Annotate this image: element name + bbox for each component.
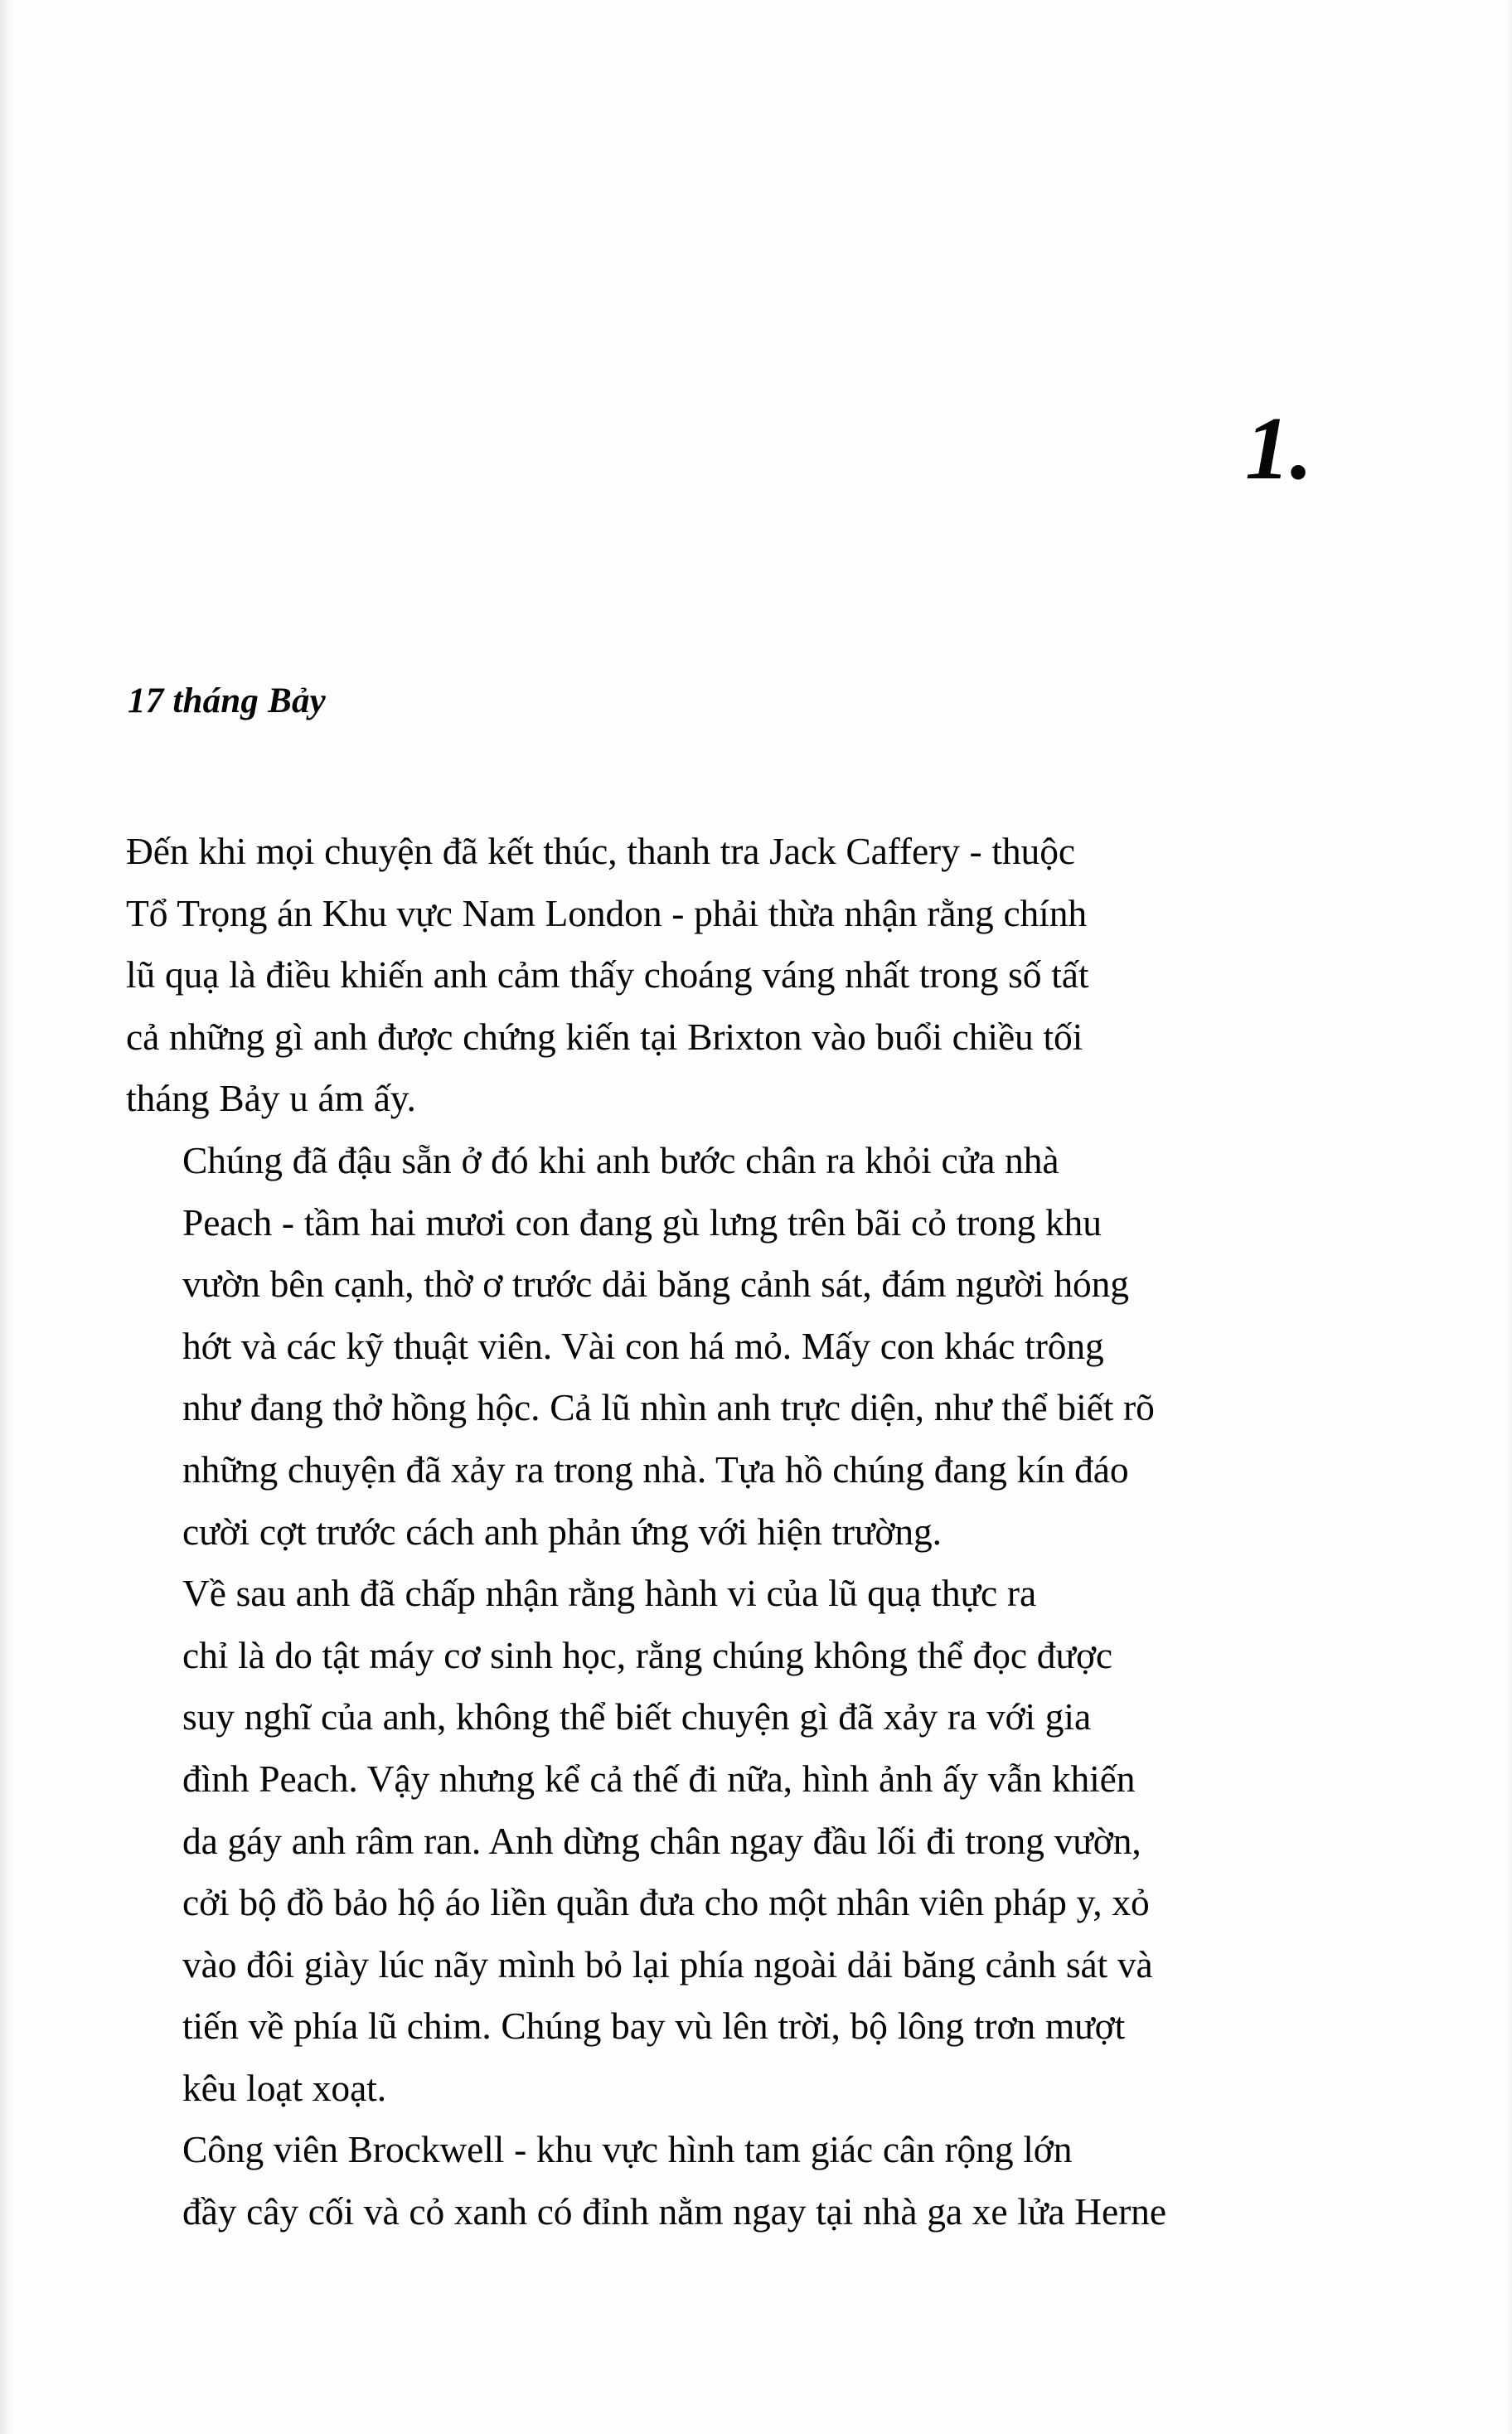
body-line: cởi bộ đồ bảo hộ áo liền quần đưa cho một nhân viên pháp y, xỏ [182, 1881, 1150, 1924]
body-line: đình Peach. Vậy nhưng kể cả thế đi nữa, hình ảnh ấy vẫn khiến [182, 1757, 1136, 1800]
body-line: cười cợt trước cách anh phản ứng với hiện trường. [182, 1510, 942, 1553]
body-line: suy nghĩ của anh, không thể biết chuyện gì đã xảy ra với gia [182, 1695, 1092, 1738]
body-line: hớt và các kỹ thuật viên. Vài con há mỏ. Mấy con khác trông [182, 1324, 1104, 1367]
body-line: vườn bên cạnh, thờ ơ trước dải băng cảnh sát, đám người hóng [182, 1263, 1129, 1306]
body-line: cả những gì anh được chứng kiến tại Brixton vào buổi chiều tối [126, 1015, 1083, 1058]
body-text [126, 821, 1313, 2243]
body-line: Công viên Brockwell - khu vực hình tam giác cân rộng lớn [182, 2128, 1073, 2171]
page-content [126, 0, 1313, 2434]
scan-edge-left [0, 0, 22, 2434]
body-paragraph [126, 821, 1313, 1130]
body-line: Tổ Trọng án Khu vực Nam London - phải thừa nhận rằng chính [126, 891, 1088, 934]
body-line: lũ quạ là điều khiến anh cảm thấy choáng váng nhất trong số tất [126, 953, 1089, 996]
body-line: tiến về phía lũ chim. Chúng bay vù lên trời, bộ lông trơn mượt [182, 2005, 1126, 2048]
scan-edge-right [1500, 0, 1512, 2434]
body-line: Peach - tầm hai mươi con đang gù lưng trên bãi cỏ trong khu [182, 1200, 1102, 1244]
body-paragraph [126, 2119, 1313, 2242]
body-line: da gáy anh râm ran. Anh dừng chân ngay đầu lối đi trong vườn, [182, 1819, 1141, 1862]
body-paragraph [126, 1130, 1313, 1563]
date-heading: 17 tháng Bảy [128, 681, 326, 720]
body-line: Về sau anh đã chấp nhận rằng hành vi của lũ quạ thực ra [182, 1572, 1037, 1615]
body-line: vào đôi giày lúc nãy mình bỏ lại phía ngoài dải băng cảnh sát và [182, 1942, 1153, 1986]
body-line: chỉ là do tật máy cơ sinh học, rằng chúng không thể đọc được [182, 1633, 1113, 1676]
body-line: đầy cây cối và cỏ xanh có đỉnh nằm ngay tại nhà ga xe lửa Herne [182, 2190, 1166, 2233]
body-line: Chúng đã đậu sẵn ở đó khi anh bước chân ra khỏi cửa nhà [182, 1138, 1059, 1181]
body-line: như đang thở hồng hộc. Cả lũ nhìn anh trực diện, như thể biết rõ [182, 1386, 1155, 1429]
body-line: những chuyện đã xảy ra trong nhà. Tựa hồ chúng đang kín đáo [182, 1447, 1129, 1491]
body-paragraph [126, 1563, 1313, 2119]
body-line: Đến khi mọi chuyện đã kết thúc, thanh tra Jack Caffery - thuộc [126, 830, 1075, 872]
chapter-number: 1. [1245, 400, 1313, 498]
body-line: tháng Bảy u ám ấy. [126, 1077, 416, 1120]
body-line: kêu loạt xoạt. [182, 2066, 386, 2109]
